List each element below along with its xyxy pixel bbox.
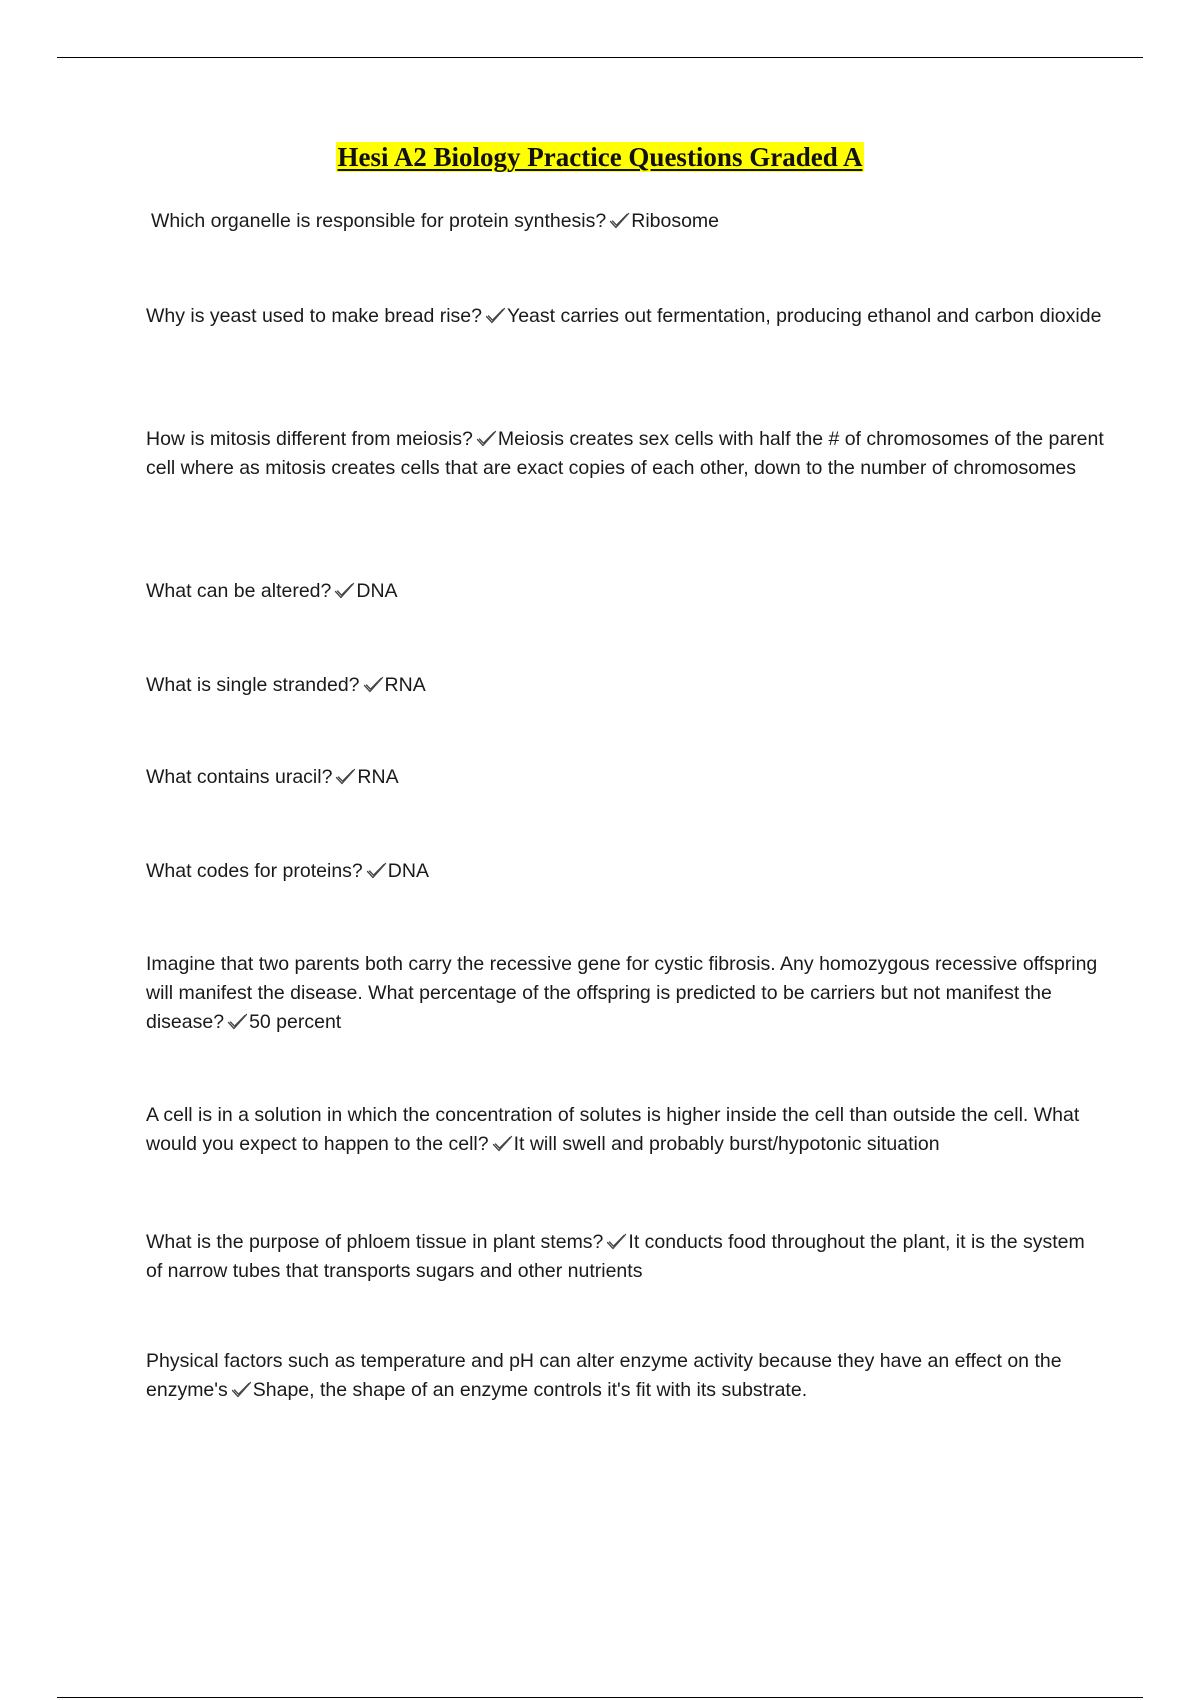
- question-text: How is mitosis different from meiosis?: [146, 428, 473, 450]
- qa-item-4: [146, 577, 1106, 606]
- qa-item-8: [146, 950, 1106, 1037]
- check-mark-icon: [476, 430, 497, 448]
- question-text: Which organelle is responsible for protein synthesis?: [151, 210, 607, 232]
- question-text: A cell is in a solution in which the concentration of solutes is higher inside the cell than outside the cell. What would you expect to happen to the cell?: [146, 1104, 1080, 1155]
- qa-item-3: [146, 425, 1106, 483]
- answer-text: Ribosome: [631, 210, 720, 232]
- answer-text: 50 percent: [249, 1011, 342, 1033]
- qa-item-10: [146, 1228, 1106, 1286]
- answer-text: It will swell and probably burst/hypotonic situation: [513, 1133, 940, 1155]
- check-mark-icon: [609, 212, 630, 230]
- check-mark-icon: [606, 1233, 627, 1251]
- answer-text: RNA: [357, 766, 399, 788]
- answer-text: Meiosis creates sex cells with half the # of chromosomes of the parent cell where as mitosis creates cells that are exact copies of each other, down to the number of chromosomes: [146, 428, 1104, 479]
- answer-text: DNA: [356, 580, 398, 602]
- check-mark-icon: [363, 676, 384, 694]
- answer-text: Yeast carries out fermentation, producing ethanol and carbon dioxide: [507, 305, 1102, 327]
- question-text: Why is yeast used to make bread rise?: [146, 305, 482, 327]
- question-text: What can be altered?: [146, 580, 332, 602]
- check-mark-icon: [227, 1013, 248, 1031]
- qa-item-9: [146, 1101, 1106, 1159]
- qa-item-7: [146, 857, 1106, 886]
- question-text: Physical factors such as temperature and pH can alter enzyme activity because they have an effect on the enzyme's: [146, 1350, 1062, 1401]
- check-mark-icon: [231, 1381, 252, 1399]
- answer-text: RNA: [384, 674, 426, 696]
- question-text: Imagine that two parents both carry the recessive gene for cystic fibrosis. Any homozygous recessive offspring will manifest the disease. What percentage of the offspring is predicted to be carriers but not manifest the disease?: [146, 953, 1098, 1033]
- top-rule: [57, 57, 1143, 58]
- qa-item-5: [146, 671, 1106, 700]
- check-mark-icon: [366, 862, 387, 880]
- question-text: What is the purpose of phloem tissue in plant stems?: [146, 1231, 604, 1253]
- document-title: Hesi A2 Biology Practice Questions Graded A: [337, 142, 863, 172]
- question-text: What codes for proteins?: [146, 860, 363, 882]
- bottom-rule: [57, 1697, 1143, 1698]
- check-mark-icon: [334, 582, 355, 600]
- check-mark-icon: [492, 1135, 513, 1153]
- answer-text: It conducts food throughout the plant, it is the system of narrow tubes that transports sugars and other nutrients: [146, 1231, 1085, 1282]
- question-text: What contains uracil?: [146, 766, 333, 788]
- qa-item-1: [151, 207, 1111, 236]
- title-container: [0, 142, 1200, 173]
- qa-item-2: [146, 302, 1106, 331]
- question-text: What is single stranded?: [146, 674, 360, 696]
- qa-item-11: [146, 1347, 1106, 1405]
- qa-item-6: [146, 763, 1106, 792]
- check-mark-icon: [485, 307, 506, 325]
- answer-text: DNA: [387, 860, 429, 882]
- answer-text: Shape, the shape of an enzyme controls it's fit with its substrate.: [252, 1379, 808, 1401]
- check-mark-icon: [335, 768, 356, 786]
